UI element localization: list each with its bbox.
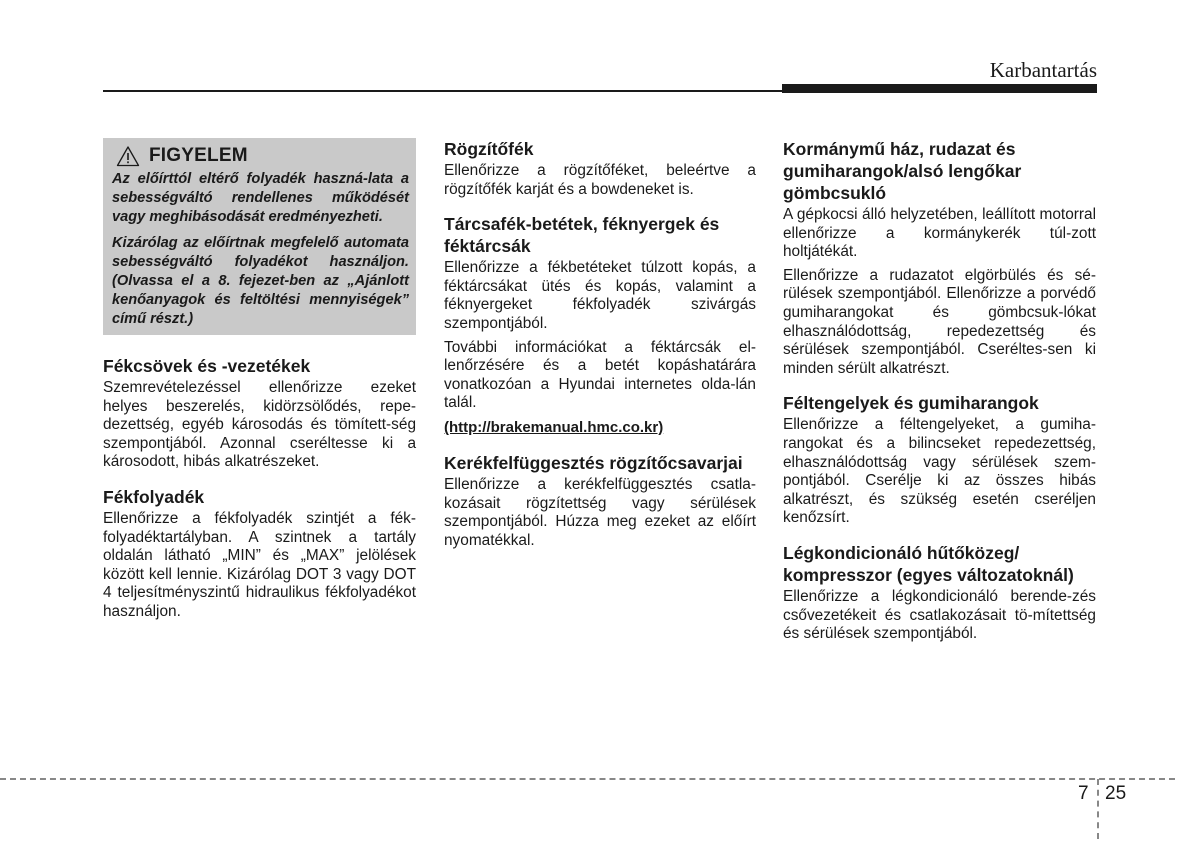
section-parking-brake	[444, 138, 756, 199]
footer-vertical-dash	[1097, 779, 1099, 839]
section-heading: Féltengelyek és gumiharangok	[783, 393, 1039, 414]
section-paragraph: Ellenőrizze a fékfolyadék szintjét a fék-folyadéktartályban. A szintnek a tartály oldalán látható „MIN” és „MAX” jelölések között kell lennie. Kizárólag DOT 3 vagy DOT 4 teljesítményszintű hidraulikus fékfolyadékot használjon.	[103, 509, 416, 620]
section-drive-shafts	[783, 392, 1096, 528]
footer-dashed-rule	[0, 778, 1175, 780]
section-paragraph: Ellenőrizze a féltengelyeket, a gumiha-rangokat és a bilincseket repedezettség, elhasználódottság vagy sérülések szem-pontjából. Cserélje ki az összes hibás alkatrészt, és szükség esetén cseréljen kenőzsírt.	[783, 416, 1096, 527]
section-heading: Kormánymű ház, rudazat és gumiharangok/alsó lengőkar gömbcsukló	[783, 139, 1022, 203]
section-heading: Kerékfelfüggesztés rögzítőcsavarjai	[444, 452, 743, 473]
warning-title: FIGYELEM	[149, 145, 248, 166]
brake-manual-link[interactable]: (http://brakemanual.hmc.co.kr)	[444, 418, 664, 436]
section-heading: Tárcsafék-betétek, féknyergek és féktárcsák	[444, 214, 720, 257]
section-paragraph: További információkat a féktárcsák el-lenőrzésére és a betét kopáshatárára vonatkozóan a Hyundai internetes olda-lán talál.	[444, 338, 756, 412]
section-heading: Rögzítőfék	[444, 139, 534, 159]
warning-paragraph: Kizárólag az előírtnak megfelelő automata sebességváltó folyadékot használjon. (Olvassa el a 8. fejezet-ben az „Ajánlott kenőanyagok és feltöltési mennyiségek” című részt.)	[112, 235, 409, 327]
section-air-conditioning	[783, 542, 1096, 644]
section-disc-brakes	[444, 213, 756, 438]
column-left	[103, 138, 416, 636]
section-paragraph: Ellenőrizze a légkondicionáló berende-zés csővezetékeit és csatlakozásait tö-mítettség és sérülések szempontjából.	[783, 587, 1096, 643]
section-brake-lines	[103, 355, 416, 472]
section-heading: Fékcsövek és -vezetékek	[103, 356, 311, 376]
chapter-number: 7	[1078, 783, 1089, 804]
column-right	[783, 138, 1096, 658]
warning-paragraph: Az előírttól eltérő folyadék haszná-lata a sebességváltó rendellenes működését vagy meghibásodását eredményezheti.	[112, 171, 409, 225]
column-middle	[444, 138, 756, 564]
section-suspension-bolts	[444, 452, 756, 550]
section-paragraph: Ellenőrizze a fékbetéteket túlzott kopás, a féktárcsákat ütés és kopás, valamint a féknyergeket fékfolyadék szivárgás szempontjából.	[444, 259, 756, 332]
section-paragraph: Ellenőrizze a rögzítőféket, beleértve a rögzítőfék karját és a bowdeneket is.	[444, 162, 756, 198]
warning-header	[116, 145, 409, 167]
section-brake-fluid	[103, 486, 416, 622]
header-title: Karbantartás	[989, 58, 1097, 82]
page-number: 25	[1105, 783, 1127, 804]
section-heading: Fékfolyadék	[103, 486, 205, 507]
section-paragraph: Ellenőrizze a kerékfelfüggesztés csatla-kozásait rögzítettség vagy sérülések szempontjából. Húzza meg ezeket az előírt nyomatékkal.	[444, 475, 756, 549]
header-rule-thick	[782, 84, 1097, 93]
section-paragraph: A gépkocsi álló helyzetében, leállított motorral ellenőrizze a kormánykerék túl-zott holtjátékát.	[783, 206, 1096, 261]
section-paragraph: Szemrevételezéssel ellenőrizze ezeket helyes beszerelés, kidörzsölődés, repe-dezettség, egyéb károsodás és tömített-ség szempontjából. Azonnal cseréltesse ki a károsodott, hibás alkatrészeket.	[103, 379, 416, 471]
section-heading: Légkondicionáló hűtőközeg/ kompresszor (egyes változatoknál)	[783, 542, 1074, 585]
section-steering	[783, 138, 1096, 378]
section-paragraph: Ellenőrizze a rudazatot elgörbülés és sé-rülések szempontjából. Ellenőrizze a porvédő gumiharangokat és gömbcsuk-lókat elhasználódottság, repedezettség és sérülések szempontjából. Cseréltes-sen ki minden sérült alkatrészt.	[783, 266, 1096, 377]
header-rule-thin	[103, 90, 782, 92]
warning-triangle-icon	[116, 145, 140, 167]
warning-box	[103, 138, 416, 335]
